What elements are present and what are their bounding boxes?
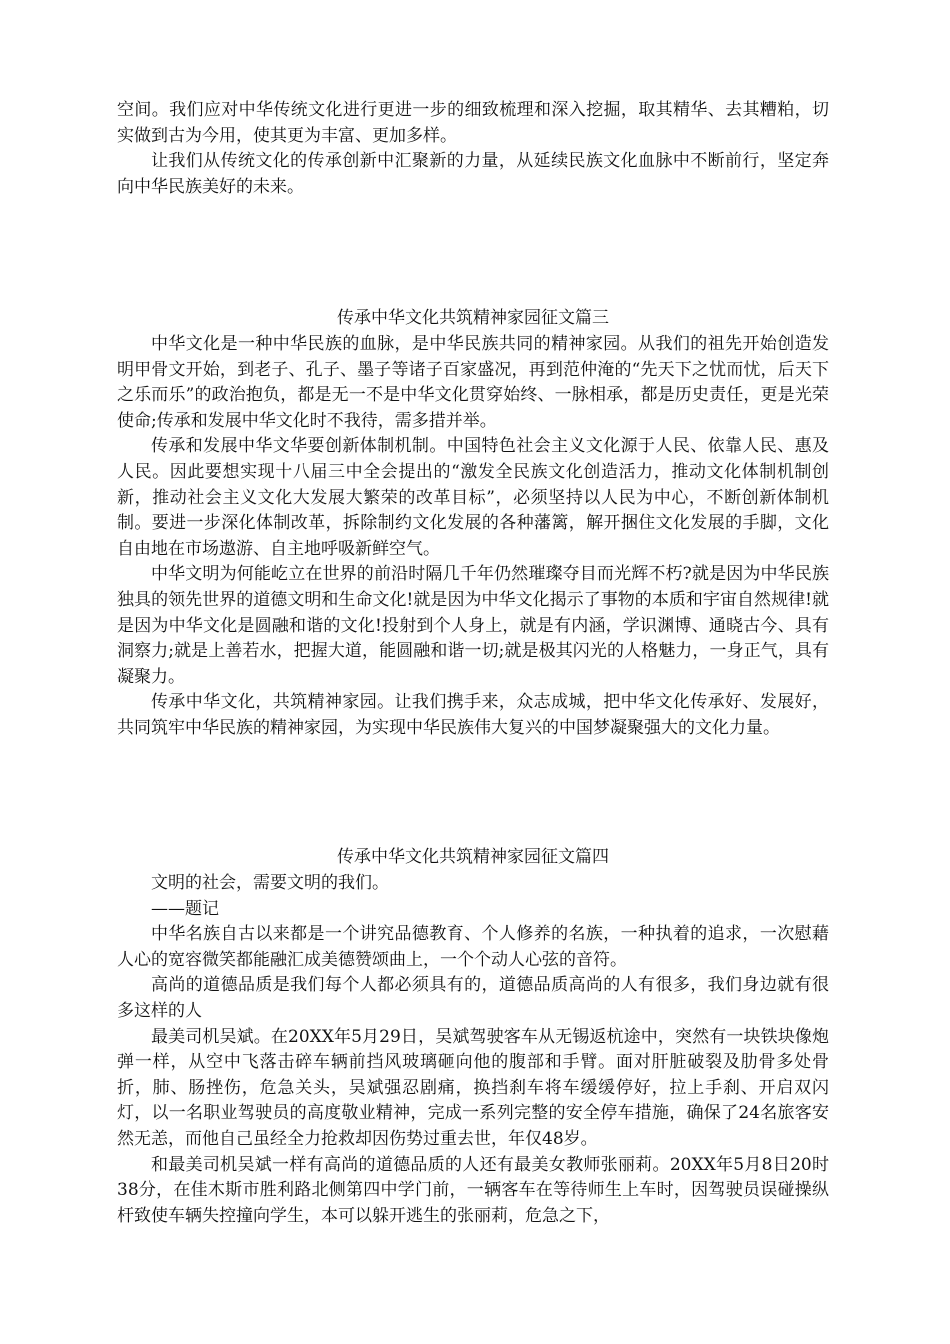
section-continuation — [117, 98, 829, 200]
paragraph: 空间。我们应对中华传统文化进行更进一步的细致梳理和深入挖掘，取其精华、去其糟粕，切实做到古为今用，使其更为丰富、更加多样。 — [117, 100, 829, 146]
epigraph-attribution: ——题记 — [151, 898, 219, 919]
section-essay-four — [117, 845, 829, 1229]
section-essay-three — [117, 306, 829, 741]
paragraph: 让我们从传统文化的传承创新中汇聚新的力量，从延续民族文化血脉中不断前行，坚定奔向中华民族美好的未来。 — [117, 151, 829, 197]
paragraph: 高尚的道德品质是我们每个人都必须具有的，道德品质高尚的人有很多，我们身边就有很多这样的人 — [117, 975, 829, 1022]
paragraph: 传承中华文化，共筑精神家园。让我们携手来，众志成城，把中华文化传承好、发展好，共同筑牢中华民族的精神家园，为实现中华民族伟大复兴的中国梦凝聚强大的文化力量。 — [117, 692, 829, 738]
paragraph: 和最美司机吴斌一样有高尚的道德品质的人还有最美女教师张丽莉。20XX年5月8日20时38分，在佳木斯市胜利路北侧第四中学门前，一辆客车在等待师生上车时，因驾驶员误碰操纵杆致使车辆失控撞向学生，本可以躲开逃生的张丽莉，危急之下， — [117, 1154, 829, 1226]
section-title: 传承中华文化共筑精神家园征文篇三 — [337, 308, 609, 329]
paragraph: 中华文化是一种中华民族的血脉，是中华民族共同的精神家园。从我们的祖先开始创造发明甲骨文开始，到老子、孔子、墨子等诸子百家盛况，再到范仲淹的“先天下之忧而忧，后天下之乐而乐”的政治抱负，都是无一不是中华文化贯穿始终、一脉相承，都是历史责任，更是光荣使命;传承和发展中华文化时不我待，需多措并举。 — [117, 333, 829, 431]
section-title: 传承中华文化共筑精神家园征文篇四 — [337, 847, 609, 868]
paragraph: 文明的社会，需要文明的我们。 — [151, 873, 389, 894]
paragraph: 传承和发展中华文华要创新体制机制。中国特色社会主义文化源于人民、依靠人民、惠及人民。因此要想实现十八届三中全会提出的“激发全民族文化创造活力，推动文化体制机制创新，推动社会主义文化大发展大繁荣的改革目标”，必须坚持以人民为中心，不断创新体制机制。要进一步深化体制改革，拆除制约文化发展的各种藩篱，解开捆住文化发展的手脚，文化自由地在市场遨游、自主地呼吸新鲜空气。 — [117, 436, 829, 559]
paragraph: 中华文明为何能屹立在世界的前沿时隔几千年仍然璀璨夺目而光辉不朽?就是因为中华民族独具的领先世界的道德文明和生命文化!就是因为中华文化揭示了事物的本质和宇宙自然规律!就是因为中华文化是圆融和谐的文化!投射到个人身上，就是有内涵，学识渊博、通晓古今、具有洞察力;就是上善若水，把握大道，能圆融和谐一切;就是极其闪光的人格魅力，一身正气，具有凝聚力。 — [117, 564, 829, 687]
paragraph: 最美司机吴斌。在20XX年5月29日，吴斌驾驶客车从无锡返杭途中，突然有一块铁块像炮弹一样，从空中飞落击碎车辆前挡风玻璃砸向他的腹部和手臂。面对肝脏破裂及肋骨多处骨折，肺、肠挫伤，危急关头，吴斌强忍剧痛，换挡刹车将车缓缓停好，拉上手刹、开启双闪灯，以一名职业驾驶员的高度敬业精神，完成一系列完整的安全停车措施，确保了24名旅客安然无恙，而他自己虽经全力抢救却因伤势过重去世，年仅48岁。 — [117, 1026, 829, 1149]
document-page — [117, 98, 829, 1229]
paragraph: 中华名族自古以来都是一个讲究品德教育、个人修养的名族，一种执着的追求，一次慰藉人心的宽容微笑都能融汇成美德赞颂曲上，一个个动人心弦的音符。 — [117, 924, 829, 970]
